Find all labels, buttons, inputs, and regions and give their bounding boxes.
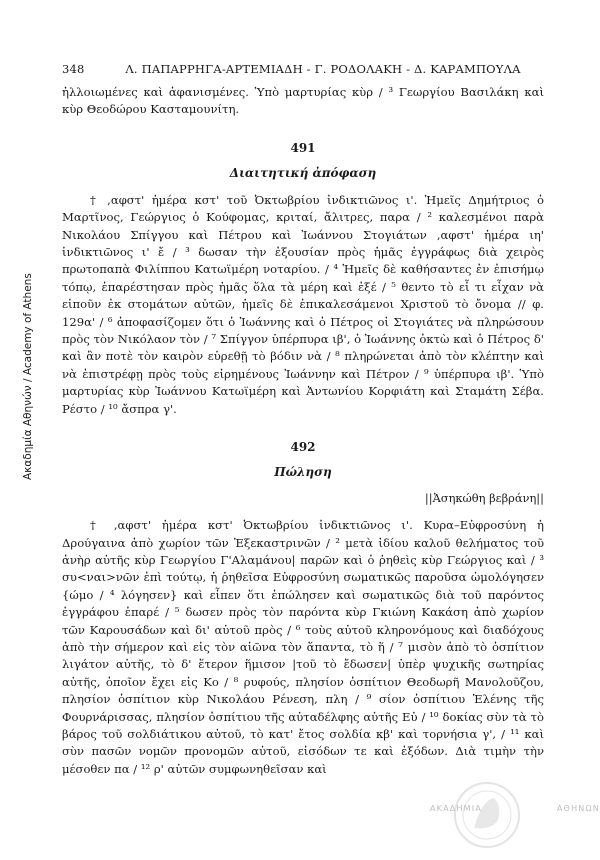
doc-492-number: 492 xyxy=(290,440,316,455)
watermark-text-right: ΑΘΗΝΩΝ xyxy=(556,804,600,813)
doc-491-title: Διαιτητική ἀπόφαση xyxy=(229,165,377,180)
header-authors: Λ. ΠΑΠΑΡΡΗΓΑ-ΑΡΤΕΜΙΑΔΗ - Γ. ΡΟΔΟΛΑΚΗ - Δ. ΚΑΡΑΜΠΟΥΛΑ xyxy=(125,62,521,76)
archive-side-label xyxy=(18,40,38,500)
continuation-paragraph: ἠλλοιωμένες καὶ ἀφανισμένες. Ὑπὸ μαρτυρίας κὺρ / ³ Γεωργίου Βασιλάκη καὶ κὺρ Θεοδώρου Κασταμουνίτη. xyxy=(62,85,544,117)
side-label-text: Ακαδημία Αθηνών / Academy of Athens xyxy=(22,273,34,480)
academy-watermark xyxy=(430,780,600,860)
watermark-text-left: ΑΚΑΔΗΜΙΑ xyxy=(430,804,483,813)
document-page xyxy=(62,62,544,778)
doc-491-body: † ,αφστ' ἡμέρα κστ' τοῦ Ὀκτωβρίου ἰνδικτιῶνος ι'. Ἡμεῖς Δημήτριος ὁ Μαρτῖνος, Γεώργιος ὁ Κούφομας, κριταί, ἄλιτρες, παρα / ² καλεσμένοι παρὰ Νικολάου Σπίγγου καὶ Πέτρου καὶ Ἰωάννου Στογιάτων ,αφστ' ἡμέρα ιη' ἰνδικτιῶνος ι' ἔ / ³ δωσαν τὴν ἐξουσίαν πρὸς ἡμᾶς ἐγγράφως διὰ χειρὸς πρωτοπαπὰ Φιλίππου Κατωϊμέρη νοταρίου. / ⁴ Ἡμεῖς δὲ καθήσαντες ἐν ἐπισήμῳ τόπῳ, ἐπαρέστησαν πρὸς ἡμᾶς ὅλα τὰ μέρη καὶ ἐξέ / ⁵ θεντο τὸ εἶ τι εἶχαν νὰ εἰποῦν ἐκ στομάτων αὐτῶν, ἡμεῖς δὲ ἐπικαλεσάμενοι Χριστοῦ τὸ ὄνομα // φ. 129α' / ⁶ ἀποφασίζομεν ὅτι ὁ Ἰωάννης καὶ ὁ Πέτρος οἱ Στογιάτες νὰ πληρώσουν πρὸς τὸν Νικόλαον τὸν / ⁷ Σπίγγον ὑπέρπυρα ιβ', ὁ Ἰωάννης ὀκτὼ καὶ ὁ Πέτρος δ' καὶ ἂν ποτὲ τὸν καιρὸν εὑρεθῇ τὸ βόδιν νὰ / ⁸ πληρώνεται ἀπὸ τὸν κλέπτην καὶ νὰ ἐπιστρέφῃ πρὸς τοὺς εἰρημένους Ἰωάννην καὶ Πέτρον / ⁹ ὑπέρπυρα ιβ'. Ὑπὸ μαρτυρίας κὺρ Ἰωάννου Κατωϊμέρη καὶ Ἀντωνίου Κορφιάτη καὶ Σταμάτη Σέβα. Ρέστο / ¹⁰ ἄσπρα γ'. xyxy=(62,192,544,416)
page-number: 348 xyxy=(62,62,85,76)
running-header xyxy=(62,62,544,76)
doc-492-title: Πώληση xyxy=(274,465,332,480)
doc-492-note: ||Ἀσηκώθη βεβράνη|| xyxy=(424,491,544,506)
doc-491-number: 491 xyxy=(290,140,316,155)
doc-492-body: † ,αφστ' ἡμέρα κστ' Ὀκτωβρίου ἰνδικτιῶνος ι'. Κυρα–Εὐφροσύνη ἡ Δρούγαινα ἀπὸ χωρίον τῶν Ἐξεκαστρινῶν / ² μετὰ ἰδίου καλοῦ θελήματος τοῦ ἀνὴρ αὐτῆς κὺρ Γεωργίου Γ'Αλαμάνου| παρῶν καὶ ὁ ῥηθεὶς κὺρ Γεώργιος καὶ / ³ συ<ναι>νῶν ἐπὶ τούτῳ, ἡ ῥηθεῖσα Εὐφροσύνη σωματικῶς παροῦσα ὡμολόγησεν {ώμο / ⁴ λόγησεν} καὶ εἶπεν ὅτι ἐπώλησεν καὶ σωματικῶς διὰ τοῦ παρόντος ἐγγράφου ἐπαρέ / ⁵ δωσεν πρὸς τὸν παρόντα κὺρ Γκιώνη Κακάση ἀπὸ χωρίον τῶν Καρουσάδων καὶ δι' αὐτοῦ πρὸς / ⁶ τοὺς αὐτοῦ κληρονόμους καὶ διαδόχους ἀπὸ τὴν σήμερον καὶ εἰς τὸν αἰῶνα τὸν ἅπαντα, τὸ ἥ / ⁷ μισὸν ἀπὸ τὸ ὁσπίτιον λιγάτον αὐτῆς, τὸ δ' ἕτερον ἥμισον |τοῦ τὸ ἔδωσεν| ὑπὲρ ψυχικῆς σωτηρίας αὐτῆς, ὁποῖον ἔχει εἰς Κο / ⁸ ρυφούς, πλησίον ὁσπίτιον Θεοδωρῆ Μανολοῦζου, πλησίον ὁσπίτιον κὺρ Νικολάου Ρένεση, πλη / ⁹ σίον ὁσπίτιου Ἑλένης τῆς Φουρνάρισσας, πλησίον ὁσπίτιου τῆς αὐταδέλφης αὐτῆς Εὐ / ¹⁰ δοκίας σὺν τὰ τὸ βάρος τοῦ σολδιάτικου αὐτοῦ, τὸ κατ' ἔτος σολδία κβ' καὶ τορνήσια γ', / ¹¹ καὶ σὺν πασῶν νομῶν προνομῶν αὐτοῦ, εἰσόδων τε καὶ ἐξόδων. Διὰ τιμὴν τὴν μέσοθεν πα / ¹² ρ' αὐτῶν συμφωνηθεῖσαν καὶ xyxy=(62,518,544,776)
academy-seal-icon xyxy=(452,780,522,850)
